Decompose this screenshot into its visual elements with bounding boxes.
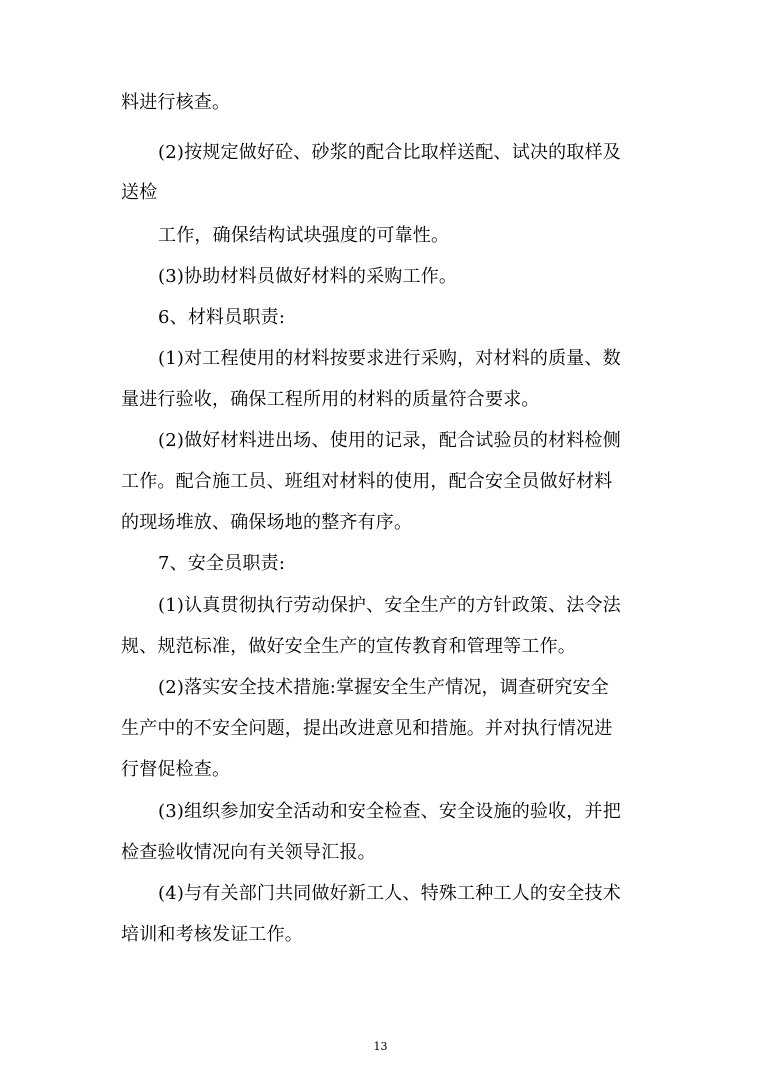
text-line: 工作。配合施工员、班组对材料的使用，配合安全员做好材料 — [121, 471, 613, 492]
text-line: 送检 — [121, 182, 158, 203]
section-heading: 7、安全员职责: — [158, 553, 286, 574]
page-number: 13 — [373, 1040, 388, 1053]
text-line: (3)协助材料员做好材料的采购工作。 — [158, 266, 458, 287]
text-line: (1)认真贯彻执行劳动保护、安全生产的方针政策、法令法 — [158, 595, 621, 616]
text-line: 量进行验收，确保工程所用的材料的质量符合要求。 — [121, 389, 540, 410]
text-line: (2)按规定做好砼、砂浆的配合比取样送配、试决的取样及 — [158, 142, 621, 163]
text-line: (2)做好材料进出场、使用的记录，配合试验员的材料检侧 — [158, 430, 621, 451]
text-line: (4)与有关部门共同做好新工人、特殊工种工人的安全技术 — [158, 883, 621, 904]
text-line: 的现场堆放、确保场地的整齐有序。 — [121, 512, 413, 533]
text-line: (2)落实安全技术措施:掌握安全生产情况，调查研究安全 — [158, 677, 609, 698]
text-line: 生产中的不安全问题，提出改进意见和措施。并对执行情况进 — [121, 718, 613, 739]
section-heading: 6、材料员职责: — [158, 307, 286, 328]
text-line: 规、规范标准，做好安全生产的宣传教育和管理等工作。 — [121, 636, 576, 657]
text-line: 行督促检查。 — [121, 759, 231, 780]
text-line: 培训和考核发证工作。 — [121, 924, 303, 945]
text-line: (1)对工程使用的材料按要求进行采购，对材料的质量、数 — [158, 348, 621, 369]
text-line: 料进行核查。 — [121, 92, 231, 113]
text-line: 工作，确保结构试块强度的可靠性。 — [158, 225, 450, 246]
text-line: (3)组织参加安全活动和安全检查、安全设施的验收，并把 — [158, 801, 621, 822]
text-line: 检查验收情况向有关领导汇报。 — [121, 842, 376, 863]
